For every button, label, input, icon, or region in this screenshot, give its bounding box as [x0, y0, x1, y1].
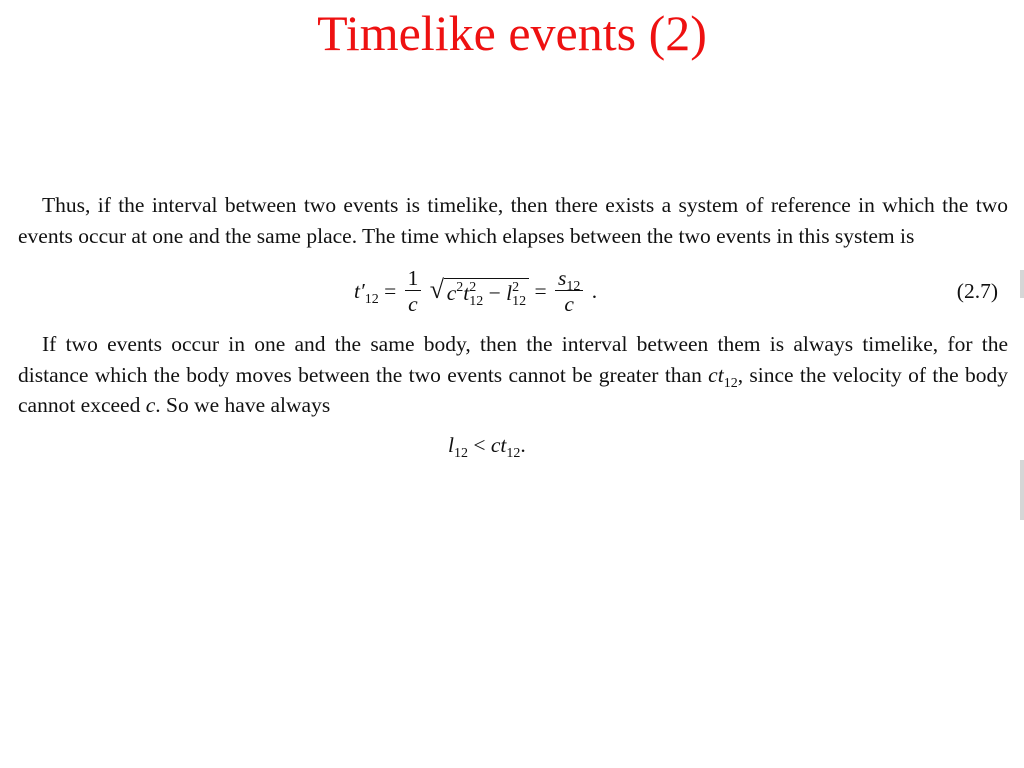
paragraph-same-body [18, 329, 1008, 421]
paragraph1-line3: the two events in this system is [646, 223, 915, 248]
eq-period: . [591, 279, 598, 303]
equation-number: (2.7) [956, 279, 998, 303]
paragraph-timelike-interval [18, 190, 1008, 251]
eq-fraction-s-over-c [555, 267, 583, 316]
paragraph2-line3: than $ct_{12}$, since the velocity of the body cannot exceed c. So we have always [18, 362, 1008, 417]
scan-edge-mark [1020, 460, 1024, 520]
equation-2-7 [354, 267, 597, 323]
fraction1-denominator: c [408, 292, 418, 316]
paragraph1-line1: Thus, if the interval between two events is timelike, then there exists a system of reference [42, 193, 851, 217]
fraction1-numerator: 1 [405, 267, 422, 291]
scan-edge-mark [1020, 270, 1024, 298]
inequality-row [18, 429, 1008, 475]
eq-square-root [429, 274, 529, 309]
inequality-l12-less-ct12: $l_{12} < ct_{12}$. [448, 432, 526, 461]
eq-fraction-one-over-c [405, 267, 422, 316]
eq-radicand: $c^2t^2_{12} - l^2_{12}$ [444, 278, 529, 306]
paragraph2-line1: If two events occur in one and the same body, then the interval between them is always [42, 332, 854, 356]
fraction2-denominator: c [564, 292, 574, 316]
textbook-excerpt [18, 190, 1008, 475]
eq-equals-1: = [384, 279, 397, 303]
equation-2-7-row [18, 259, 1008, 329]
radical-sign-icon: √ [429, 274, 444, 304]
eq-equals-2: = [534, 279, 547, 303]
eq-lhs: $t'_{12}$ [354, 279, 379, 307]
paragraph2-line2: timelike, for the distance which the body moves between the two events cannot be greater [18, 332, 1008, 387]
paragraph1-line2: in which the two events occur at one and the same place. The time which elapses between [18, 193, 1008, 248]
fraction2-numerator: $s_{12}$ [555, 267, 583, 291]
slide-title: Timelike events (2) [317, 5, 707, 61]
